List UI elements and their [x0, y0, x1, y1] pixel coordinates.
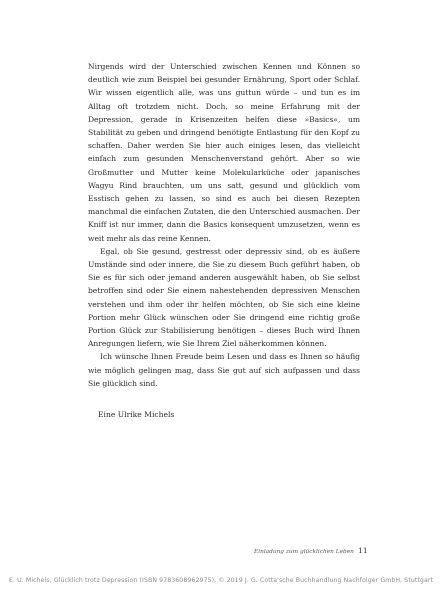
body-text: [88, 60, 360, 390]
paragraph-2: Egal, ob Sie gesund, gestresst oder depressiv sind, ob es äußere Umstände sind oder innere, die Sie zu diesem Buch geführt haben, ob Sie es für sich oder jemand anderen ausgewählt haben, ob Sie selbst betroffen sind oder Sie einem nahestehenden depressiven Menschen verstehen und ihm oder ihr helfen möchten, ob Sie sich eine kleine Portion mehr Glück wünschen oder Sie dringend eine richtig große Portion Glück zur Stabilisierung benötigen – dieses Buch wird Ihnen Anregungen liefern, wie Sie Ihrem Ziel näherkommen können.: [88, 246, 360, 349]
copyright-line: E. U. Michels, Glücklich trotz Depression (ISBN 9783608962975), © 2019 J. G. Cotta'sche Buchhandlung Nachfolger GmbH, Stuttgart: [8, 577, 434, 584]
paragraph-1: Nirgends wird der Unterschied zwischen Kennen und Können so deutlich wie zum Beispiel bei gesunder Ernährung, Sport oder Schlaf. Wir wissen eigentlich alle, was uns guttun würde – und tun es im Alltag oft trotzdem nicht. Doch, so meine Erfahrung mit der Depression, gerade in Krisenzeiten helfen diese »Basics«, um Stabilität zu geben und dringend benötigte Entlastung für den Kopf zu schaffen. Daher werden Sie hier auch einiges lesen, das vielleicht einfach zum gesunden Menschenverstand gehört. Aber so wie Großmutter und Mutter keine Molekularküche oder japanisches Wagyu Rind brauchten, um uns satt, gesund und glücklich vom Esstisch gehen zu lassen, so sind es auch bei diesen Rezepten manchmal die einfachen Zutaten, die den Unterschied ausmachen. Der Kniff ist nur immer, dann die Basics konsequent umzusetzen, wenn es weit mehr als das reine Kennen.: [88, 62, 360, 243]
running-title: Einladung zum glücklichen Leben: [254, 549, 354, 555]
page-number: 11: [358, 546, 368, 555]
author-signature: Eine Ulrike Michels: [98, 410, 175, 419]
paragraph-3: Ich wünsche Ihnen Freude beim Lesen und dass es Ihnen so häufig wie möglich gelingen mag, dass Sie gut auf sich aufpassen und dass Sie glücklich sind.: [88, 352, 360, 388]
